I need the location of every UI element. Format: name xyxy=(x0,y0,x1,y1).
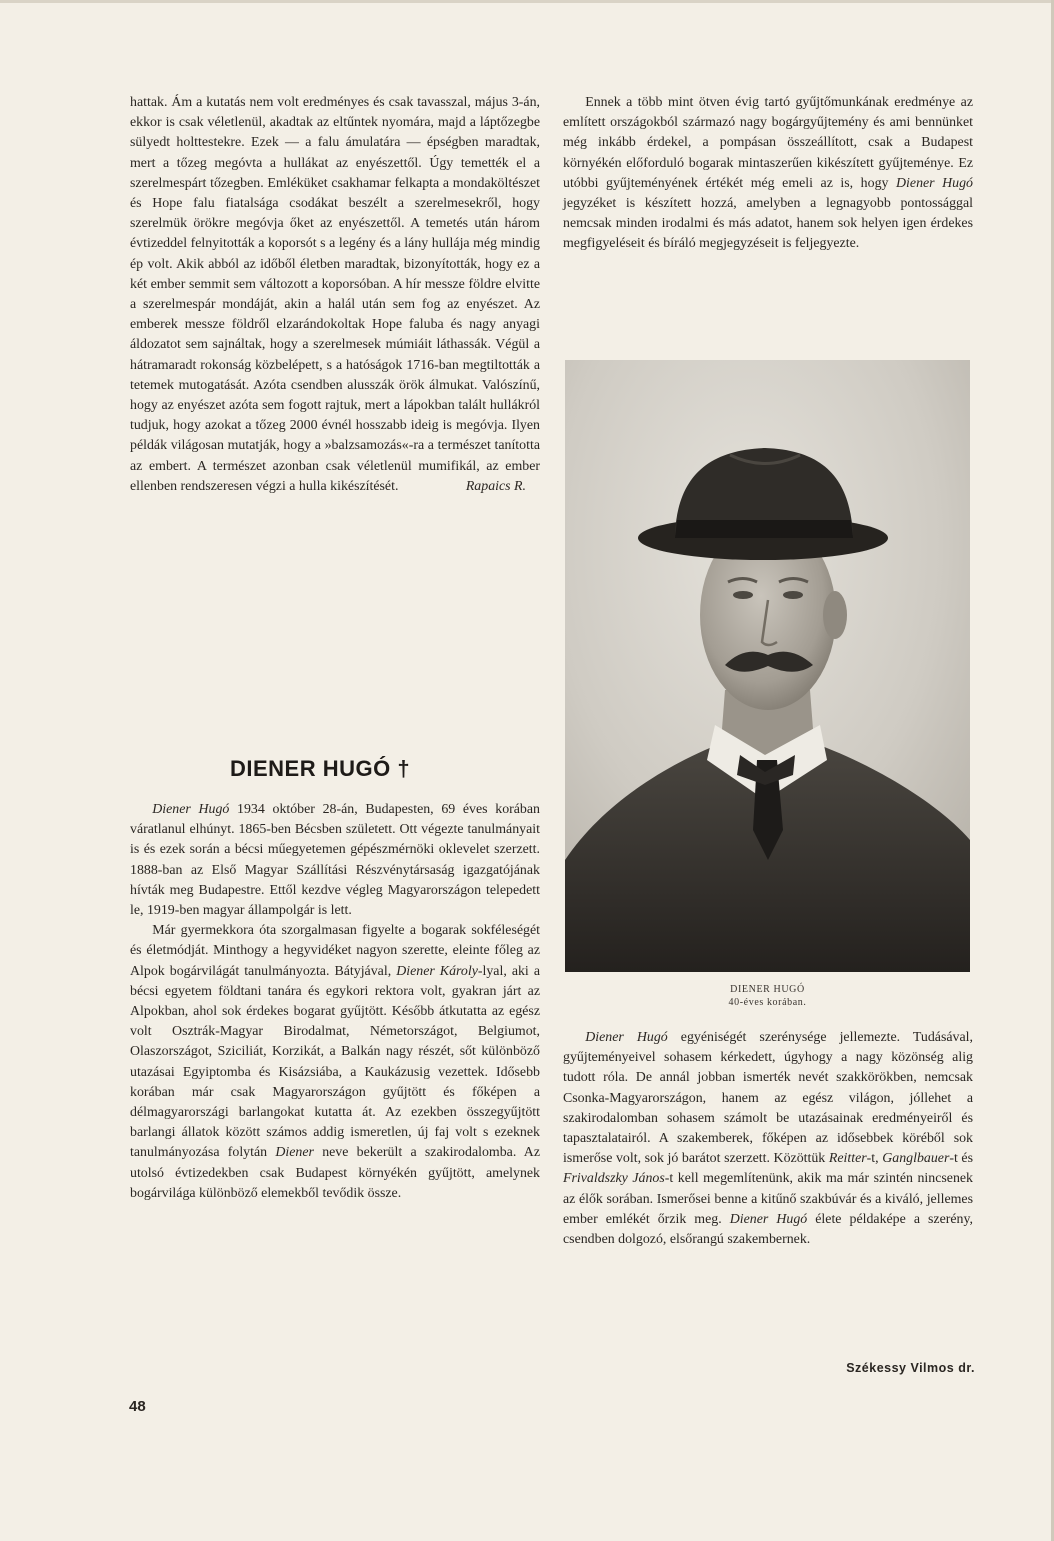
article-continuation-paragraph xyxy=(130,93,540,497)
obituary-paragraph-1: Diener Hugó 1934 október 28-án, Budapesten, 69 éves korában váratlanul elhúnyt. 1865-ben Bécsben született. Ott végezte tanulmányait is és ezek során a bécsi műegyetemen gépészmérnöki oklevelet szerzett. 1888-ban az Első Magyar Szállítási Részvénytársaság igazgatójának hívták meg Budapestre. Ettől kezdve végleg Magyarországon telepedett le, 1919-ben magyar állampolgár is lett. xyxy=(130,802,540,919)
right-column-top xyxy=(563,93,973,255)
article-continuation-text: hattak. Ám a kutatás nem volt eredményes és csak tavasszal, május 3-án, ekkor is csak véletlenül, akadtak az eltűntek nyomára, majd a láptőzegbe sülyedt holttestekre. Ezek — a falu ámulatára — épségben maradtak, mert a tőzeg megóvta a hullákat az enyészettől. Úgy temették el a szerelmespárt tőzegben. Emléküket csakhamar felkapta a mondaköltészet és Hope falu fiatalsága csodákat beszélt a szerelmesekről, hogy szerelmük örökre megóvja őket az enyészettől. A temetés után három évtizeddel felnyitották a koporsót s a legény és a lány hullája még mindig ép volt. Akik abból az időből életben maradtak, bizonyították, hogy ez a két ember semmit sem változott a koporsóban. A hír messze földre elvitte a szerelmespár mondáját, akin a halál után sem fog az enyészet. Az emberek messze földről elzarándokoltak Hope faluba és nagy anyagi áldozatot sem sajnáltak, hogy a szerelmesek múmiáit láthassák. Végül a hátramaradt rokonság közbelépett, s a hatóságok 1716-ban megtiltották a tetemek mutogatását. Azóta csendben alusszák örök álmukat. Valószínű, hogy az enyészet azóta sem fogott rajtuk, mert a lápokban talált hullákról tudjuk, hogy azokat a tőzeg 2000 évnél hosszabb ideig is megóvja. Ilyen példák világosan mutatják, hogy a »balzsamozás«-ra a természet tanította az embert. A természet azonban csak véletlenül mumifikál, az ember ellenben rendszeresen végzi a hulla kikészítését. xyxy=(130,95,540,494)
portrait-illustration xyxy=(565,360,970,972)
character-paragraph: Diener Hugó egyéniségét szerénysége jellemezte. Tudásával, gyűjteményeivel sohasem kérkedett, úgyhogy a nagy közönség alig tudott róla. De annál jobban ismerték nevét szakkörökben, nemcsak Csonka-Magyarországon, hanem az egész világon, jóllehet a szakirodalomban sohasem számolt be utazásainak eredményeiről és tapasztalatairól. A szakemberek, főképen az idősebbek köréből sok ismerőse volt, sok jó barátot szerzett. Közöttük Reitter-t, Ganglbauer-t és Frivaldszky János-t kell megemlítenünk, akik ma már szintén nincsenek az élők sorában. Ismerősei benne a kitűnő szakbúvár és a kiváló, jellemes ember emlékét őrzik meg. Diener Hugó élete példaképe a szerény, csendben dolgozó, elsőrangú szakembernek. xyxy=(563,1030,974,1248)
page-number: 48 xyxy=(129,1398,146,1415)
photo-caption xyxy=(565,983,970,1009)
collection-paragraph: Ennek a több mint ötven évig tartó gyűjtőmunkának eredménye az említett országokból származó nagy bogárgyűjtemény és ami bennünket még inkább érdekel, a pompásan összeállított, csak a Budapest környékén előforduló bogarak mintaszerűen kikészített gyűjteménye. Ez utóbbi gyűjteményének értékét még emeli az is, hogy Diener Hugó jegyzéket is készített hozzá, amelyben a legnagyobb pontossággal nemcsak minden irodalmi és más adatot, hanem sok helyen igen érdekes megfigyeléseit és bíráló megjegyzéseit is feljegyezte. xyxy=(563,95,973,252)
obituary-signature: Székessy Vilmos dr. xyxy=(846,1361,975,1375)
obituary-paragraph-2: Már gyermekkora óta szorgalmasan figyelte a bogarak sokféleségét és életmódját. Minthogy a hegyvidéket nagyon szerette, eleinte főleg az Alpok bogárvilágát tanulmányozta. Bátyjával, Diener Károly-lyal, aki a bécsi egyetem földtani tanára és egykori rektora volt, gyakran járt az Alpokban, ahol sok érdekes bogarat gyűjtött. Később átkutatta az egész volt Osztrák-Magyar Birodalmat, Németországot, Belgiumot, Olaszországot, Sziciliát, Korzikát, a Balkán nagy részét, sőt különböző utazásai Egyiptomba és Kisázsiába, a Kaukázusig vezettek. Idősebb korában már csak Magyarországon gyűjtött és főképen a délmagyarországi barlangokat kutatta át. Az ezekben összegyűjtött barlangi állatok között számos addig ismeretlen, új faj volt s ezeknek tanulmányozása folytán Diener neve bekerült a szakirodalomba. Az utolsó évtizedekben csak Budapest környékén gyűjtött, amelynek bogárvilága különböző elemekből tevődik össze. xyxy=(130,923,540,1201)
article-signature: Rapaics R. xyxy=(465,478,526,494)
page-edge xyxy=(0,0,1054,3)
left-column-obituary xyxy=(130,800,540,1204)
caption-name: DIENER HUGÓ xyxy=(730,984,805,995)
caption-age: 40-éves korában. xyxy=(728,997,807,1008)
right-column-bottom xyxy=(563,1028,973,1250)
obituary-title: DIENER HUGÓ † xyxy=(230,756,411,781)
left-column-top-article xyxy=(130,93,540,497)
portrait-photo xyxy=(565,360,970,972)
